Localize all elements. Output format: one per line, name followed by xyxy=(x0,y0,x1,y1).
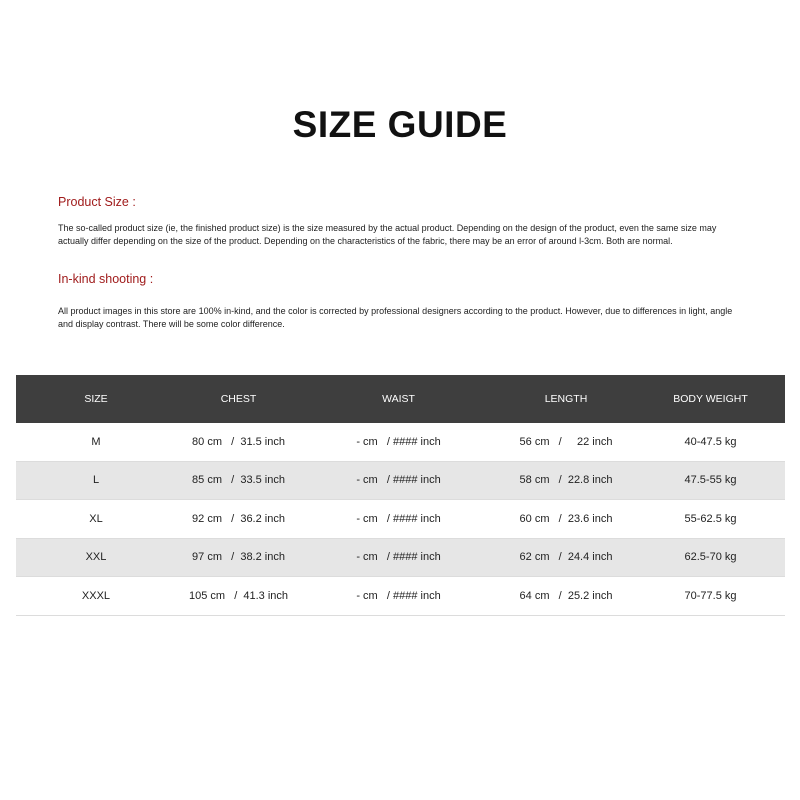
cell-waist: - cm / #### inch xyxy=(356,512,441,525)
cell-chest: 97 cm / 38.2 inch xyxy=(192,551,285,564)
cell-chest: 85 cm / 33.5 inch xyxy=(192,474,285,487)
header-waist: WAIST xyxy=(382,393,415,405)
cell-size: M xyxy=(91,435,101,448)
cell-body-weight: 40-47.5 kg xyxy=(684,435,737,448)
cell-waist: - cm / #### inch xyxy=(356,474,441,487)
cell-waist: - cm / #### inch xyxy=(356,589,441,602)
cell-waist: - cm / #### inch xyxy=(356,551,441,564)
cell-size: XL xyxy=(89,512,103,525)
table-row xyxy=(16,539,785,578)
cell-size: L xyxy=(92,474,100,487)
cell-size: XXXL xyxy=(81,589,111,602)
cell-body-weight: 47.5-55 kg xyxy=(684,474,737,487)
cell-chest: 105 cm / 41.3 inch xyxy=(188,589,289,602)
table-row xyxy=(16,423,785,462)
header-length: LENGTH xyxy=(544,393,588,405)
cell-body-weight: 70-77.5 kg xyxy=(684,589,737,602)
cell-body-weight: 62.5-70 kg xyxy=(684,551,737,564)
cell-length: 64 cm / 25.2 inch xyxy=(519,589,613,602)
cell-waist: - cm / #### inch xyxy=(356,435,441,448)
table-row xyxy=(16,500,785,539)
cell-length: 60 cm / 23.6 inch xyxy=(519,512,613,525)
inkind-shooting-text: All product images in this store are 100% in-kind, and the color is corrected by professional designers according to the product. However, due to differences in light, angle and display contrast. There will be some color difference. xyxy=(58,306,733,329)
page-title: SIZE GUIDE xyxy=(292,104,508,145)
product-size-heading: Product Size : xyxy=(58,195,136,209)
inkind-shooting-heading: In-kind shooting : xyxy=(58,272,154,286)
cell-length: 62 cm / 24.4 inch xyxy=(519,551,613,564)
header-size: SIZE xyxy=(84,393,108,405)
cell-chest: 80 cm / 31.5 inch xyxy=(192,435,285,448)
header-chest: CHEST xyxy=(220,393,257,405)
cell-length: 56 cm / 22 inch xyxy=(519,435,613,448)
size-table-header xyxy=(16,375,785,423)
product-size-text: The so-called product size (ie, the finished product size) is the size measured by the actual product. Depending on the design of the product, even the same size may actually differ depending on the size of the product. Depending on the characteristics of the fabric, there may be an error of around l-3cm. Both are normal. xyxy=(58,223,717,246)
size-table xyxy=(16,375,785,616)
table-row xyxy=(16,462,785,501)
cell-chest: 92 cm / 36.2 inch xyxy=(192,512,285,525)
cell-size: XXL xyxy=(85,551,107,564)
table-row xyxy=(16,577,785,616)
cell-length: 58 cm / 22.8 inch xyxy=(519,474,613,487)
cell-body-weight: 55-62.5 kg xyxy=(684,512,737,525)
header-body-weight: BODY WEIGHT xyxy=(673,393,748,405)
